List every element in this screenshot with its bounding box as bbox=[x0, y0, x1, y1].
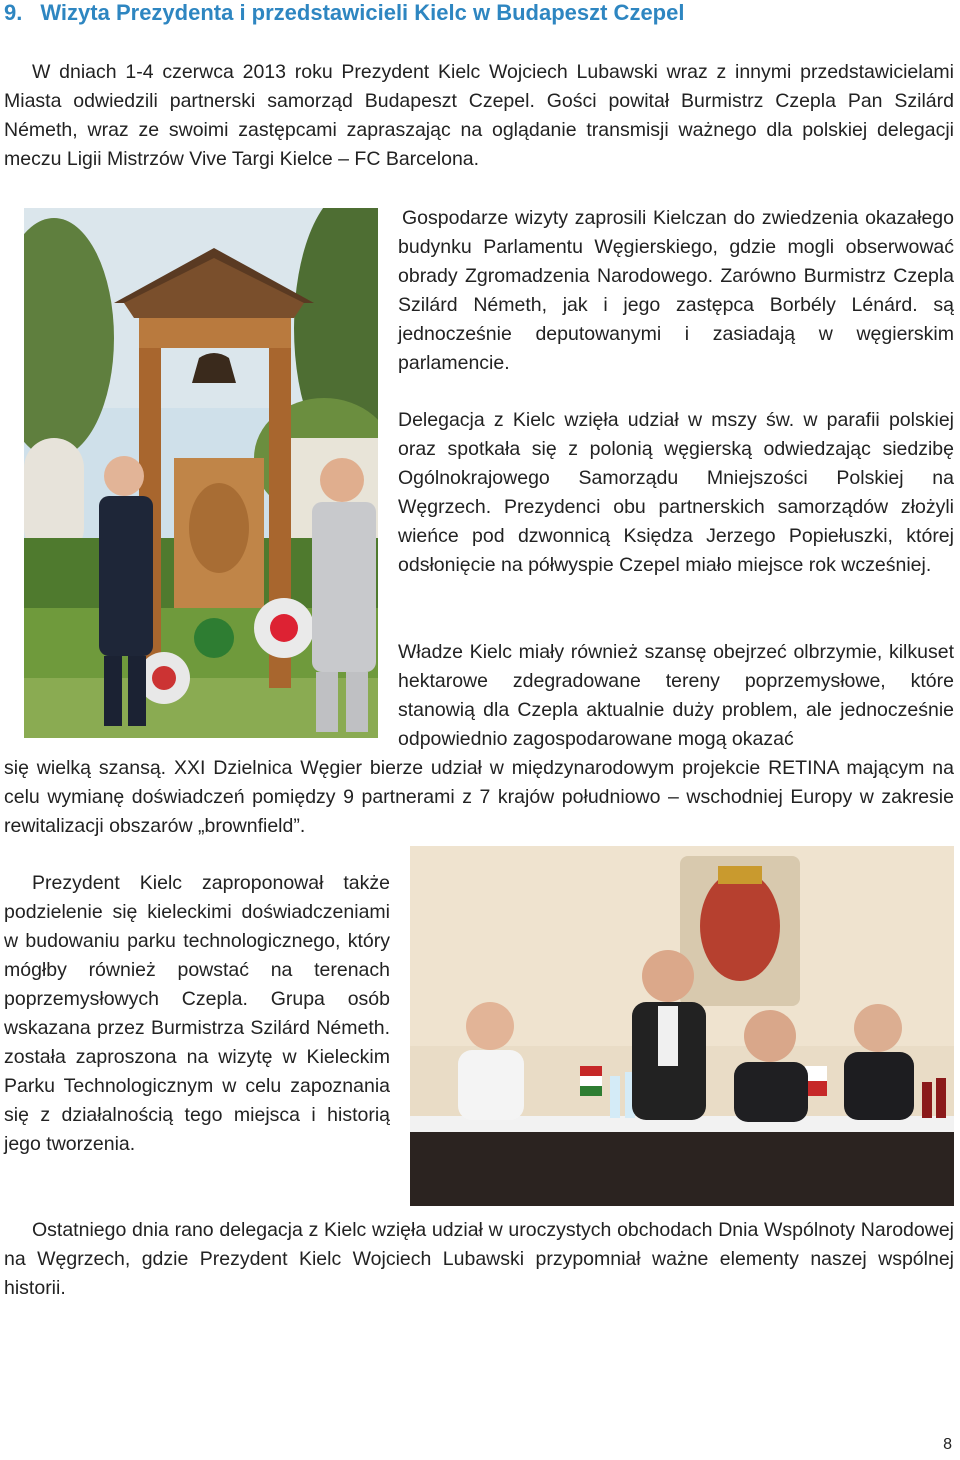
paragraph-brownfield-end: się wielką szansą. XXI Dzielnica Węgier bierze udział w międzynarodowym projekcie RETINA mającym na celu wymianę doświadczeń pomiędzy 9 partnerami z 7 krajów południowo – wschodniej Europy w zakresie rewitalizacji obszarów „brownfield”. bbox=[4, 757, 954, 837]
section-heading bbox=[4, 0, 954, 26]
page-number: 8 bbox=[943, 1436, 952, 1453]
paragraph-parliament: Gospodarze wizyty zaprosili Kielczan do zwiedzenia okazałego budynku Parlamentu Węgierskiego, gdzie mogli obserwować obrady Zgromadzenia Narodowego. Zarówno Burmistrz Czepla Szilárd Németh, jak i jego zastępca Borbély Lénárd. są jednocześnie deputowanymi i zasiadają w węgierskim parlamencie. bbox=[398, 207, 954, 374]
paragraph-technology-park: Prezydent Kielc zaproponował także podzielenie się kieleckimi doświadczeniami w budowaniu parku technologicznego, który mógłby również powstać na terenach poprzemysłowych Czepla. Grupa osób wskazana przez Burmistrza Szilárd Németh. została zaproszona na wizytę w Kieleckim Parku Technologicznym w celu zapoznania się z działalnością tego miejsca i historią jego tworzenia. bbox=[4, 872, 390, 1155]
section-number: 9. bbox=[4, 0, 23, 25]
section-title: Wizyta Prezydenta i przedstawicieli Kielc w Budapeszt Czepel bbox=[40, 0, 685, 25]
paragraph-intro: W dniach 1-4 czerwca 2013 roku Prezydent Kielc Wojciech Lubawski wraz z innymi przedstawicielami Miasta odwiedzili partnerski samorząd Budapeszt Czepel. Gości powitał Burmistrz Czepla Pan Szilárd Németh, wraz ze swoimi zastępcami zapraszając na oglądanie transmisji ważnego dla polskiej delegacji meczu Ligii Mistrzów Vive Targi Kielce – FC Barcelona. bbox=[4, 61, 954, 170]
photo-bell-tower bbox=[24, 208, 378, 738]
paragraph-closing: Ostatniego dnia rano delegacja z Kielc wzięła udział w uroczystych obchodach Dnia Wspólnoty Narodowej na Węgrzech, gdzie Prezydent Kielc Wojciech Lubawski przypomniał ważne elementy naszej wspólnej historii. bbox=[4, 1219, 954, 1299]
photo-meeting bbox=[410, 846, 954, 1206]
paragraph-brownfield-start: Władze Kielc miały również szansę obejrzeć olbrzymie, kilkuset hektarowe zdegradowane tereny poprzemysłowe, które stanowią dla Czepla aktualnie duży problem, ale jednocześnie odpowiednio zagospodarowane mogą okazać bbox=[398, 641, 954, 750]
paragraph-mass: Delegacja z Kielc wzięła udział w mszy św. w parafii polskiej oraz spotkała się z polonią węgierską odwiedzając siedzibę Ogólnokrajowego Samorządu Mniejszości Polskiej na Węgrzech. Prezydenci obu partnerskich samorządów złożyli wieńce pod dzwonnicą Księdza Jerzego Popiełuszki, której odsłonięcie na półwyspie Czepel miało miejsce rok wcześniej. bbox=[398, 409, 954, 576]
